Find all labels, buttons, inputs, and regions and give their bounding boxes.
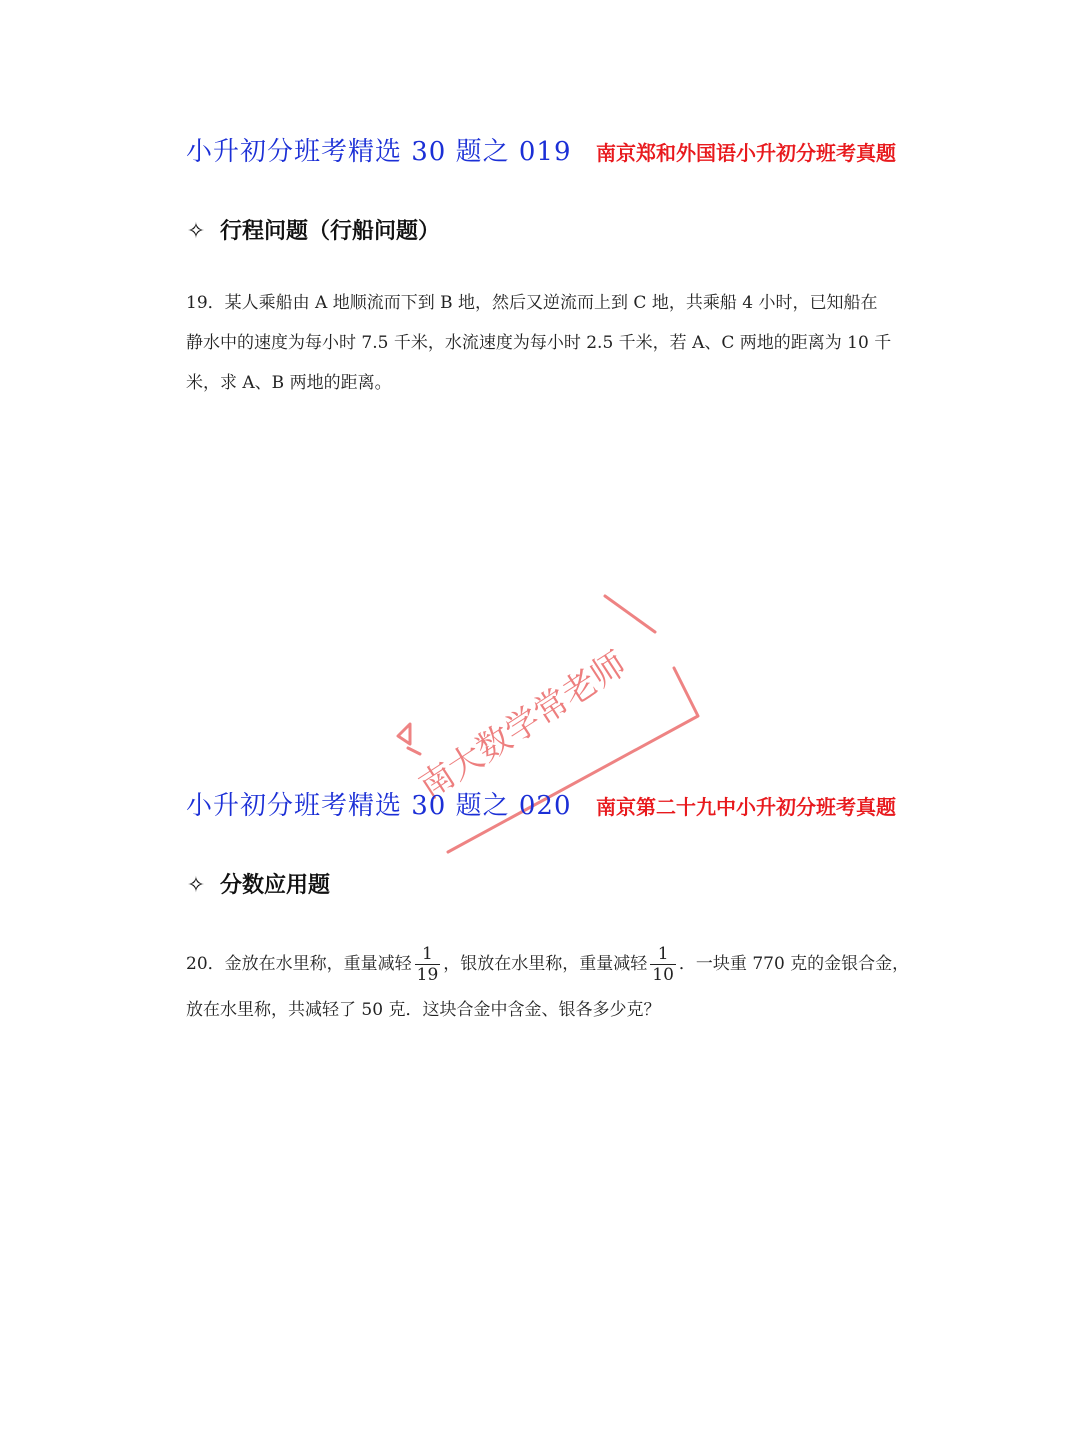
problem-20 xyxy=(186,940,910,1032)
exam-source-label: 南京郑和外国语小升初分班考真题 xyxy=(596,141,896,165)
topic-label: 行程问题（行船问题） xyxy=(220,219,441,244)
problem-text: ，银放在水里称，重量减轻 xyxy=(443,954,648,974)
fraction-numerator: 1 xyxy=(422,944,433,964)
fraction-denominator: 19 xyxy=(416,965,439,985)
fraction-numerator: 1 xyxy=(657,944,669,964)
topic-label: 分数应用题 xyxy=(220,873,331,898)
four-pointed-star-icon: ✧ xyxy=(186,219,206,244)
topic-heading-020 xyxy=(186,868,330,900)
four-pointed-star-icon: ✧ xyxy=(186,873,206,898)
fraction xyxy=(415,944,441,985)
section-title: 小升初分班考精选 30 题之 020 xyxy=(186,791,572,821)
problem-line xyxy=(186,940,910,988)
problem-line: 19．某人乘船由 A 地顺流而下到 B 地，然后又逆流而上到 C 地，共乘船 4 小时，已知船在 xyxy=(186,293,878,313)
problem-19 xyxy=(186,283,896,403)
problem-text: ．一块重 770 克的金银合金， xyxy=(678,954,910,974)
section-header-020 xyxy=(186,785,896,825)
fraction-denominator: 10 xyxy=(652,965,674,985)
watermark-text: 南大数学常老师 xyxy=(412,643,634,808)
exam-source-label: 南京第二十九中小升初分班考真题 xyxy=(596,795,896,819)
problem-line: 米，求 A、B 两地的距离。 xyxy=(186,373,392,393)
section-title: 小升初分班考精选 30 题之 019 xyxy=(186,137,572,167)
topic-heading-019 xyxy=(186,214,440,246)
problem-text: 20．金放在水里称，重量减轻 xyxy=(186,954,412,974)
section-header-019 xyxy=(186,131,896,171)
problem-line: 静水中的速度为每小时 7.5 千米，水流速度为每小时 2.5 千米，若 A、C 两地的距离为 10 千 xyxy=(186,333,892,353)
problem-line: 放在水里称，共减轻了 50 克．这块合金中含金、银各多少克？ xyxy=(186,1000,661,1020)
fraction xyxy=(650,944,676,985)
